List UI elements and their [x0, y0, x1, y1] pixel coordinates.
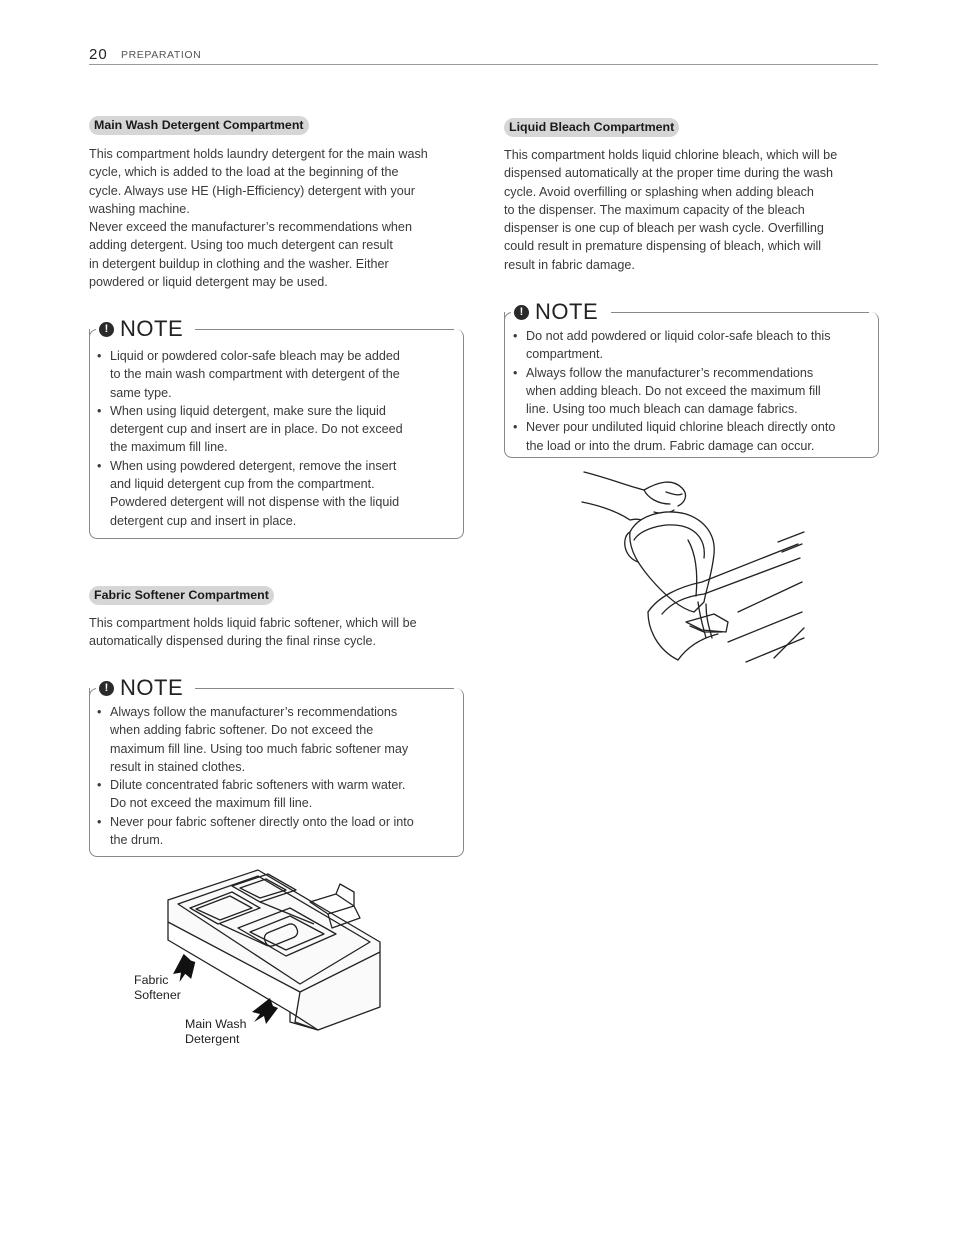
main-wash-heading: Main Wash Detergent Compartment: [89, 116, 309, 135]
note-header: [511, 301, 603, 323]
exclamation-circle-icon: !: [99, 681, 114, 696]
list-item: • When using liquid detergent, make sure the liquid detergent cup and insert are in place. Do not exceed the maximum fill line.: [97, 403, 403, 455]
main-wash-label: Main Wash Detergent: [185, 1017, 247, 1046]
note-title: NOTE: [535, 299, 599, 324]
list-item: • Always follow the manufacturer’s recommendations when adding fabric softener. Do not exceed the maximum fill line. Using too much fabric softener may result in stained clothes.: [97, 705, 409, 774]
list-item: • When using powdered detergent, remove the insert and liquid detergent cup from the compartment. Powdered detergent will not dispense with the liquid detergent cup and insert in place.: [97, 458, 400, 528]
list-item: • Always follow the manufacturer’s recommendations when adding bleach. Do not exceed the maximum fill line. Using too much bleach can damage fabrics.: [513, 365, 821, 417]
page-header: [89, 46, 878, 65]
liquid-bleach-heading: Liquid Bleach Compartment: [504, 118, 679, 137]
exclamation-circle-icon: !: [99, 322, 114, 337]
list-item: • Do not add powdered or liquid color-safe bleach to this compartment.: [513, 329, 831, 362]
fabric-softener-heading: Fabric Softener Compartment: [89, 586, 274, 605]
note-list: [97, 347, 457, 530]
section-name: PREPARATION: [121, 49, 202, 61]
fabric-softener-paragraph: This compartment holds liquid fabric softener, which will be automatically dispensed during the final rinse cycle.: [89, 616, 417, 649]
list-item: • Liquid or powdered color-safe bleach may be added to the main wash compartment with detergent of the same type.: [97, 349, 400, 400]
liquid-bleach-paragraph: This compartment holds liquid chlorine bleach, which will be dispensed automatically at the proper time during the wash cycle. Avoid overfilling or splashing when adding bleach to the dispenser. The maximum capacity of the bleach dispenser is one cup of bleach per wash cycle. Overfilling could result in premature dispensing of bleach, which will result in fabric damage.: [504, 148, 838, 272]
pouring-pitcher-illustration: [578, 462, 808, 667]
list-item: • Never pour undiluted liquid chlorine bleach directly onto the load or into the drum. Fabric damage can occur.: [513, 420, 836, 453]
list-item: • Dilute concentrated fabric softeners with warm water. Do not exceed the maximum fill line.: [97, 778, 406, 811]
note-header: [96, 318, 188, 340]
main-wash-paragraph: This compartment holds laundry detergent for the main wash cycle, which is added to the load at the beginning of the cycle. Always use HE (High-Efficiency) detergent with your washing machine. Never exceed the manufacturer’s recommendations when adding detergent. Using too much detergent can result in detergent buildup in clothing and the washer. Either powdered or liquid detergent may be used.: [89, 147, 428, 290]
list-item: • Never pour fabric softener directly onto the load or into the drum.: [97, 814, 414, 848]
exclamation-circle-icon: !: [514, 305, 529, 320]
fabric-softener-label: Fabric Softener: [134, 973, 181, 1002]
note-list: [97, 703, 457, 849]
note-title: NOTE: [120, 675, 184, 700]
note-header: [96, 677, 188, 699]
note-list: [513, 327, 873, 455]
page-number: 20: [89, 46, 108, 63]
dispenser-drawer-illustration: [140, 862, 390, 1037]
note-title: NOTE: [120, 316, 184, 341]
